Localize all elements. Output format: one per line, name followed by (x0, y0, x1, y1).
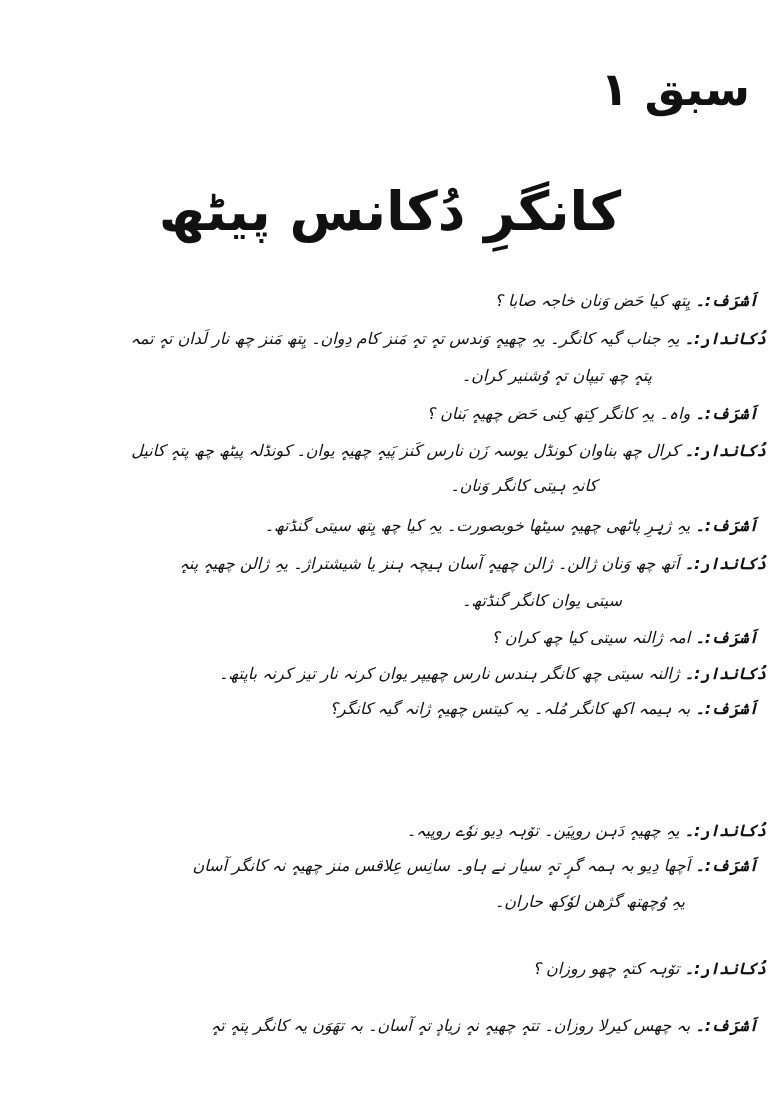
line-text: بہ ہیمہ اکھ کانگر مُلہ۔ یہ کیتس چھیہٕ ژانہ گیہ کانگر؟ (329, 699, 691, 718)
speaker: دُکاندار:۔ (684, 441, 766, 460)
line-text: یہِ وُچھتھ گژھن لوٗکھ حاران۔ (494, 892, 685, 911)
speaker: دُکاندار:۔ (684, 959, 766, 978)
line-text: یِتھ کیا حَض وَنان خاجہ صابا ؟ (494, 291, 691, 310)
line-text: یہِ ژیٖرِ پاٹھی چھیہٕ سیٹھا خوبصورت۔ یہِ کیا چھ یِتھ سیتی گنڈتھ۔ (264, 516, 691, 535)
line-text: واہ۔ یہِ کانگر کِتھ کِنی حَض چھیہٕ بَنان ؟ (426, 404, 691, 423)
dialogue-line (8, 629, 758, 647)
speaker: دُکاندار:۔ (684, 554, 766, 573)
dialogue-line (8, 700, 758, 718)
dialogue-line (8, 555, 766, 573)
dialogue-line (8, 592, 622, 610)
dialogue-line (8, 893, 685, 911)
line-text: یہِ چھیہٕ دَہن روپیَن۔ توٚہہ دِیو نوٗے روپیہ۔ (406, 821, 680, 840)
dialogue-line (8, 405, 758, 423)
line-text: بہ چھس کیرلا روزان۔ تتہٕ چھیہٕ نہٕ زیادٕ تہٕ آسان۔ بہ تھَوَن یہ کانگر پتہٕ تہٕ (210, 1016, 691, 1035)
dialogue-line (8, 822, 766, 840)
lesson-number: سبق ۱ (600, 62, 750, 116)
line-text: یہِ جناب گیہ کانگر۔ یہِ چھیہٕ وَندس تہٕ تہٕ مَنز کام دِوان۔ یِتھ مَنز چھ نار لَدان تہٕ تمہ (130, 329, 680, 348)
speaker: اَشرَف:۔ (695, 516, 758, 535)
dialogue-line (8, 442, 766, 460)
speaker: اَشرَف:۔ (695, 404, 758, 423)
line-text: پتہٕ چھ تیپان تہٕ وُشنیر کران۔ (461, 366, 652, 385)
dialogue-line (8, 665, 766, 683)
dialogue-line (8, 960, 766, 978)
speaker: دُکاندار:۔ (684, 329, 766, 348)
line-text: سیتی یوان کانگر گنڈتھ۔ (462, 591, 622, 610)
speaker: دُکاندار:۔ (684, 664, 766, 683)
speaker: اَشرَف:۔ (695, 856, 758, 875)
dialogue-line (8, 477, 597, 495)
dialogue-line (8, 367, 652, 385)
line-text: امہ ژالنہ سیتی کیا چھ کران ؟ (491, 628, 691, 647)
line-text: توٚہہ کتہٕ چھو روزان ؟ (532, 959, 680, 978)
line-text: کرال چھ بناوان کونڈل یوسہ زَن نارس کَنز پَیہٕ چھیہٕ یوان۔ کونڈلہ پیٹھ چھ پتہٕ کانیل (131, 441, 680, 460)
dialogue-line (8, 292, 758, 310)
speaker: اَشرَف:۔ (695, 699, 758, 718)
line-text: ژالنہ سیتی چھ کانگر ہندس نارس چھیپر یوان کرنہ نار تیز کرنہ باپتھ۔ (219, 664, 680, 683)
speaker: دُکاندار:۔ (684, 821, 766, 840)
speaker: اَشرَف:۔ (695, 291, 758, 310)
line-text: اَتھ چھ وَنان ژالن۔ ژالن چھیہٕ آسان ہیچہ ہنز یا شیشتراژ۔ یہِ ژالن چھیہٕ پنہٕ (179, 554, 680, 573)
line-text: اَچھا دِیو بہ ہمہ گرٕ تہٕ سیار نے ہاو۔ سانِس عِلاقس منز چھیہٕ نہ کانگر آسان (192, 856, 691, 875)
page-title: کانگرِ دُکانس پیٹھ (158, 180, 622, 243)
dialogue-line (8, 330, 766, 348)
line-text: کانہِ ہیتی کانگر وَنان۔ (450, 476, 597, 495)
speaker: اَشرَف:۔ (695, 1016, 758, 1035)
speaker: اَشرَف:۔ (695, 628, 758, 647)
dialogue-line (8, 517, 758, 535)
dialogue-line (8, 1017, 758, 1035)
dialogue-line (8, 857, 758, 875)
